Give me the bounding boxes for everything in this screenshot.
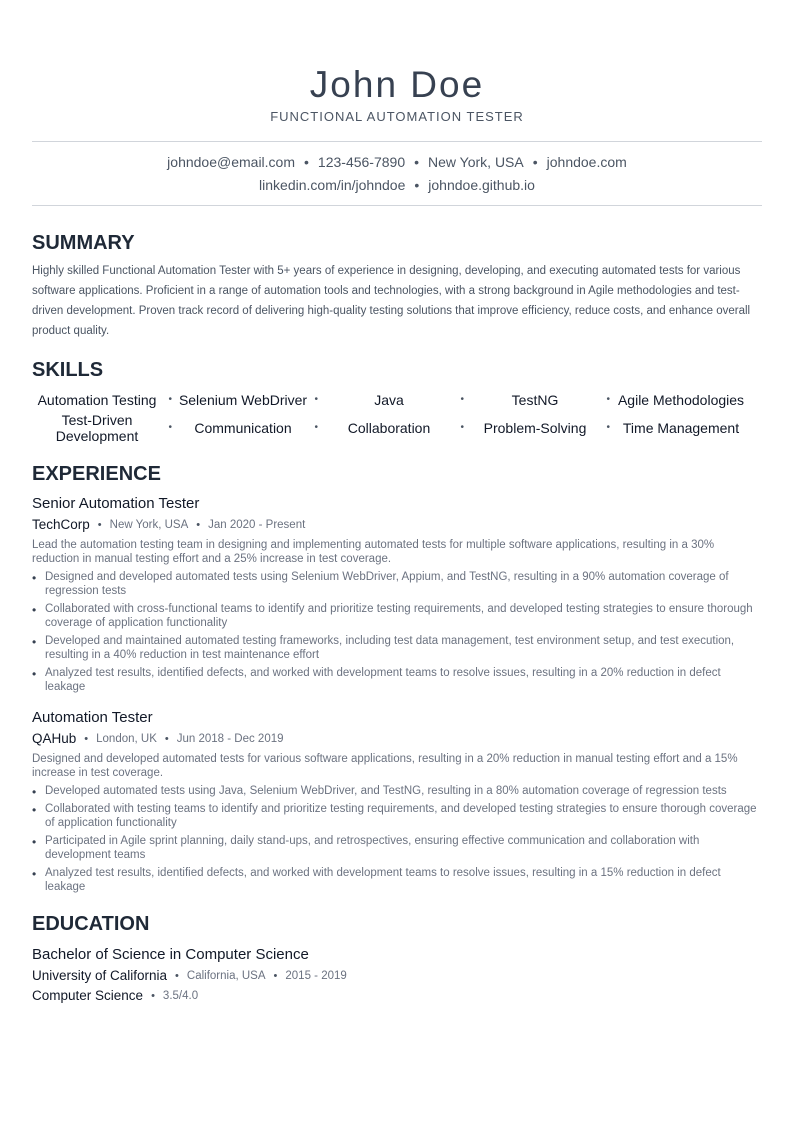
bullet-separator: • bbox=[606, 422, 610, 433]
bullet-marker: • bbox=[32, 635, 37, 649]
bullet-separator: • bbox=[168, 394, 172, 405]
experience-heading: EXPERIENCE bbox=[32, 463, 161, 485]
bullet-separator: • bbox=[273, 970, 278, 982]
bullet-separator: • bbox=[168, 422, 172, 433]
education-field-row bbox=[32, 987, 762, 1005]
job-dates: Jun 2018 - Dec 2019 bbox=[176, 733, 284, 745]
skill-item bbox=[470, 412, 610, 444]
contact-location: New York, USA bbox=[428, 154, 524, 170]
bullet-separator: • bbox=[460, 422, 464, 433]
job-meta bbox=[32, 730, 762, 748]
job-location: London, UK bbox=[96, 733, 157, 745]
bullet-text: Designed and developed automated tests using Selenium WebDriver, Appium, and TestNG, resulting in a 90% automation coverage of regression tests bbox=[45, 571, 729, 597]
bullet-separator: • bbox=[304, 154, 309, 170]
bullet-marker: • bbox=[32, 667, 37, 681]
bullet-marker: • bbox=[32, 785, 37, 799]
education-school: University of California bbox=[32, 968, 168, 983]
job-description: Designed and developed automated tests for various software applications, resulting in a 20% reduction in manual testing effort and a 15% increase in test coverage. bbox=[32, 753, 738, 779]
candidate-name: John Doe bbox=[309, 64, 485, 105]
list-item bbox=[32, 602, 762, 630]
job-company: TechCorp bbox=[32, 517, 90, 532]
skill-item bbox=[32, 388, 172, 412]
bullet-text: Collaborated with cross-functional teams to identify and prioritize testing requirements, and developed testing strategies to ensure thorough coverage of application functionality bbox=[45, 603, 753, 629]
skill-item bbox=[616, 412, 746, 444]
bullet-separator: • bbox=[414, 154, 420, 170]
skill-item bbox=[616, 388, 746, 412]
list-item bbox=[32, 802, 762, 830]
skill-label: Communication bbox=[194, 420, 292, 436]
bullet-separator: • bbox=[314, 394, 318, 405]
header-divider-bottom bbox=[32, 205, 762, 206]
skill-item bbox=[324, 412, 464, 444]
bullet-separator: • bbox=[196, 519, 201, 531]
bullet-separator: • bbox=[84, 733, 89, 745]
bullet-separator: • bbox=[151, 990, 155, 1002]
skill-label: TestNG bbox=[511, 392, 559, 408]
job-entry bbox=[32, 708, 762, 894]
bullet-text: Developed automated tests using Java, Selenium WebDriver, and TestNG, resulting in a 80% automation coverage of regression tests bbox=[45, 785, 727, 797]
skills-grid bbox=[32, 388, 762, 444]
skill-item bbox=[470, 388, 610, 412]
contact-email[interactable]: johndoe@email.com bbox=[167, 154, 296, 170]
skill-item bbox=[324, 388, 464, 412]
bullet-text: Collaborated with testing teams to identify and prioritize testing requirements, and developed testing strategies to ensure thorough coverage of application functionality bbox=[45, 803, 757, 829]
skill-label: Collaboration bbox=[347, 420, 431, 436]
bullet-marker: • bbox=[32, 867, 37, 881]
education-location: California, USA bbox=[186, 970, 266, 982]
bullet-text: Participated in Agile sprint planning, daily stand-ups, and retrospectives, ensuring effective communication and collaboration with development teams bbox=[45, 835, 700, 861]
contact-info bbox=[32, 142, 762, 205]
education-dates: 2015 - 2019 bbox=[285, 970, 347, 982]
job-bullets bbox=[32, 570, 762, 694]
job-location: New York, USA bbox=[109, 519, 189, 531]
skill-label: Problem-Solving bbox=[483, 420, 587, 436]
job-title: Senior Automation Tester bbox=[32, 495, 200, 512]
bullet-marker: • bbox=[32, 835, 37, 849]
bullet-separator: • bbox=[97, 519, 102, 531]
skill-item bbox=[178, 412, 318, 444]
education-gpa: 3.5/4.0 bbox=[162, 990, 199, 1002]
list-item bbox=[32, 570, 762, 598]
bullet-separator: • bbox=[175, 970, 179, 982]
job-dates: Jan 2020 - Present bbox=[208, 519, 306, 531]
skill-label: Automation Testing bbox=[37, 392, 157, 408]
bullet-separator: • bbox=[414, 177, 420, 193]
list-item bbox=[32, 634, 762, 662]
skill-item bbox=[178, 388, 318, 412]
education-heading: EDUCATION bbox=[32, 913, 150, 935]
bullet-separator: • bbox=[606, 394, 610, 405]
skill-label: Agile Methodologies bbox=[617, 392, 745, 408]
job-description: Lead the automation testing team in designing and implementing automated tests for multiple software applications, resulting in a 30% reduction in manual testing effort and a 25% increase in test coverage. bbox=[32, 539, 715, 565]
education-field: Computer Science bbox=[32, 988, 144, 1003]
skills-heading: SKILLS bbox=[32, 359, 104, 381]
skill-label: Selenium WebDriver bbox=[178, 392, 308, 408]
skill-label: Time Management bbox=[622, 420, 740, 436]
bullet-marker: • bbox=[32, 803, 37, 817]
skill-label: Java bbox=[374, 392, 404, 408]
contact-phone[interactable]: 123-456-7890 bbox=[317, 154, 406, 170]
job-title: Automation Tester bbox=[32, 709, 153, 726]
contact-line-2 bbox=[32, 174, 762, 197]
bullet-text: Developed and maintained automated testing frameworks, including test data management, test environment setup, and test execution, resulting in a 40% reduction in test maintenance effort bbox=[45, 635, 735, 661]
summary-text: Highly skilled Functional Automation Tester with 5+ years of experience in designing, developing, and executing automated tests for various software applications. Proficient in a range of automation tools and technologies, with a strong background in Agile methodologies and test-driven development. Proven track record of delivering high-quality testing solutions that improve efficiency, reduce costs, and enhance overall product quality. bbox=[32, 265, 751, 337]
list-item bbox=[32, 666, 762, 694]
bullet-marker: • bbox=[32, 603, 37, 617]
list-item bbox=[32, 866, 762, 894]
skill-label: Test-Driven Development bbox=[55, 412, 139, 444]
bullet-separator: • bbox=[164, 733, 169, 745]
contact-github[interactable]: johndoe.github.io bbox=[428, 177, 535, 193]
bullet-separator: • bbox=[460, 394, 464, 405]
bullet-text: Analyzed test results, identified defects, and worked with development teams to resolve issues, resulting in a 20% reduction in defect leakage bbox=[45, 667, 721, 693]
job-bullets bbox=[32, 784, 762, 894]
bullet-separator: • bbox=[314, 422, 318, 433]
job-company: QAHub bbox=[32, 731, 77, 746]
contact-line-1 bbox=[32, 151, 762, 174]
bullet-marker: • bbox=[32, 571, 37, 585]
candidate-role: FUNCTIONAL AUTOMATION TESTER bbox=[270, 109, 524, 124]
skill-item bbox=[32, 412, 172, 444]
list-item bbox=[32, 784, 762, 798]
job-entry bbox=[32, 494, 762, 694]
summary-heading: SUMMARY bbox=[32, 232, 135, 254]
job-meta bbox=[32, 516, 762, 534]
contact-linkedin[interactable]: linkedin.com/in/johndoe bbox=[259, 177, 406, 193]
bullet-separator: • bbox=[532, 154, 538, 170]
bullet-text: Analyzed test results, identified defects, and worked with development teams to resolve issues, resulting in a 15% reduction in defect leakage bbox=[45, 867, 721, 893]
contact-website[interactable]: johndoe.com bbox=[546, 154, 627, 170]
education-degree: Bachelor of Science in Computer Science bbox=[32, 946, 309, 963]
list-item bbox=[32, 834, 762, 862]
education-school-row bbox=[32, 967, 762, 985]
